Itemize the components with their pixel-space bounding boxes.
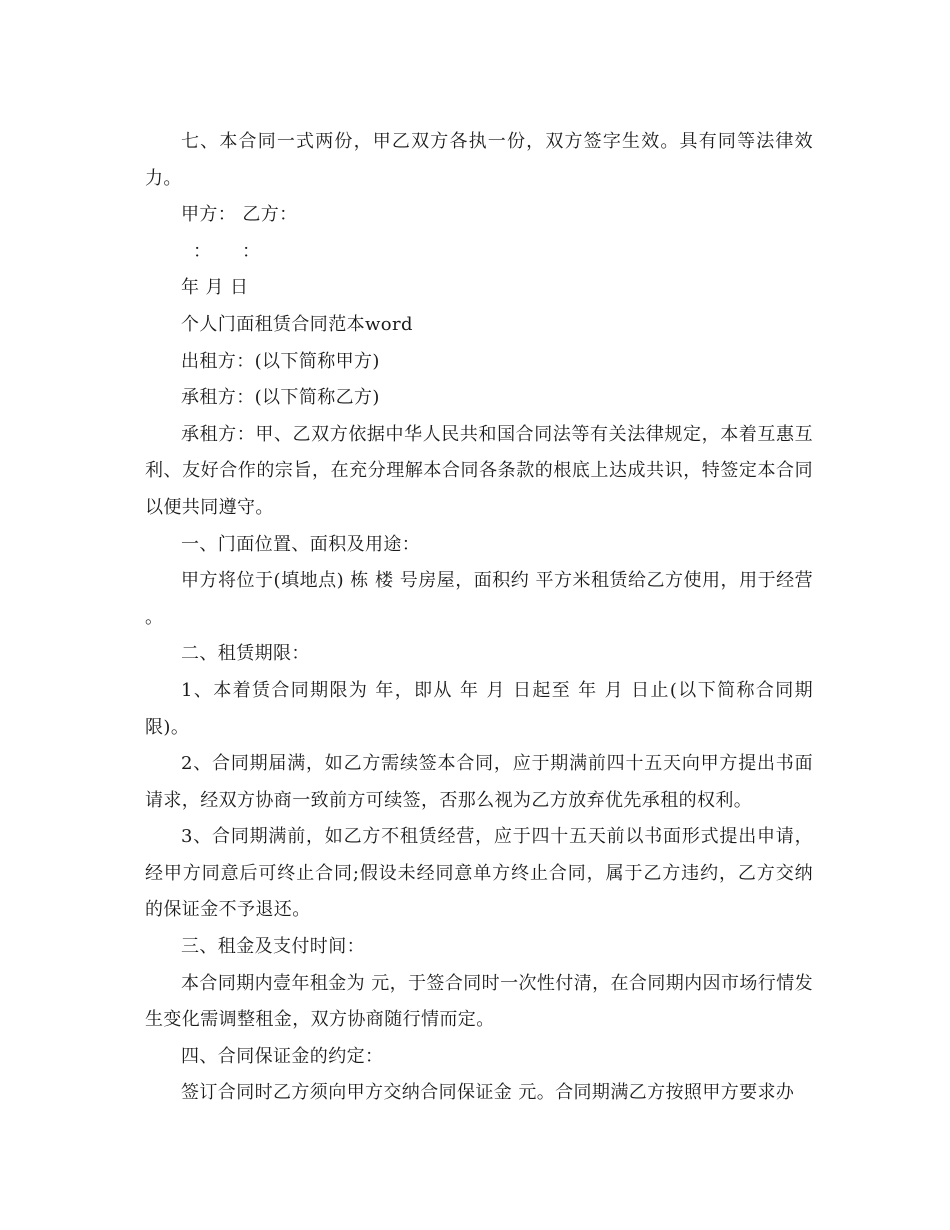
term-clause-2: 2、合同期届满，如乙方需续签本合同，应于期满前四十五天向甲方提出书面请求，经双方协商一致前方可续签，否那么视为乙方放弃优先承租的权利。 (145, 753, 813, 811)
section-one-paragraph: 甲方将位于(填地点) 栋 楼 号房屋，面积约 平方米租赁给乙方使用，用于经营 。 (145, 570, 813, 628)
date-line: 年 月 日 (181, 277, 249, 299)
section-four-paragraph: 签订合同时乙方须向甲方交纳合同保证金 元。合同期满乙方按照甲方要求办 (181, 1082, 795, 1104)
signature-parties-line: 甲方： 乙方： (181, 204, 298, 226)
section-three-paragraph: 本合同期内壹年租金为 元，于签合同时一次性付清，在合同期内因市场行情发生变化需调整租金，双方协商随行情而定。 (145, 972, 813, 1031)
lessor-line: 出租方：(以下简称甲方) (181, 350, 380, 372)
term-clause-3: 3、合同期满前，如乙方不租赁经营，应于四十五天前以书面形式提出申请，经甲方同意后可终止合同;假设未经同意单方终止合同，属于乙方违约，乙方交纳的保证金不予退还。 (145, 826, 813, 921)
term-clause-1: 1、本着赁合同期限为 年，即从 年 月 日起至 年 月 日止(以下简称合同期限)。 (145, 679, 813, 738)
section-three-heading: 三、租金及支付时间： (181, 936, 365, 958)
contract-body (145, 124, 813, 1112)
section-four-heading: 四、合同保证金的约定： (181, 1045, 384, 1067)
clause-seven-paragraph: 七、本合同一式两份，甲乙双方各执一份，双方签字生效。具有同等法律效力。 (145, 131, 813, 189)
section-one-heading: 一、门面位置、面积及用途： (181, 533, 421, 555)
contract-title: 个人门面租赁合同范本word (181, 313, 413, 335)
preamble-paragraph: 承租方：甲、乙双方依据中华人民共和国合同法等有关法律规定，本着互惠互利、友好合作的宗旨，在充分理解本合同各条款的根底上达成共识，特签定本合同以便共同遵守。 (145, 423, 813, 518)
section-two-heading: 二、租赁期限： (181, 643, 310, 665)
signature-blank-line: ： ： (193, 240, 261, 262)
lessee-line: 承租方：(以下简称乙方) (181, 387, 380, 409)
